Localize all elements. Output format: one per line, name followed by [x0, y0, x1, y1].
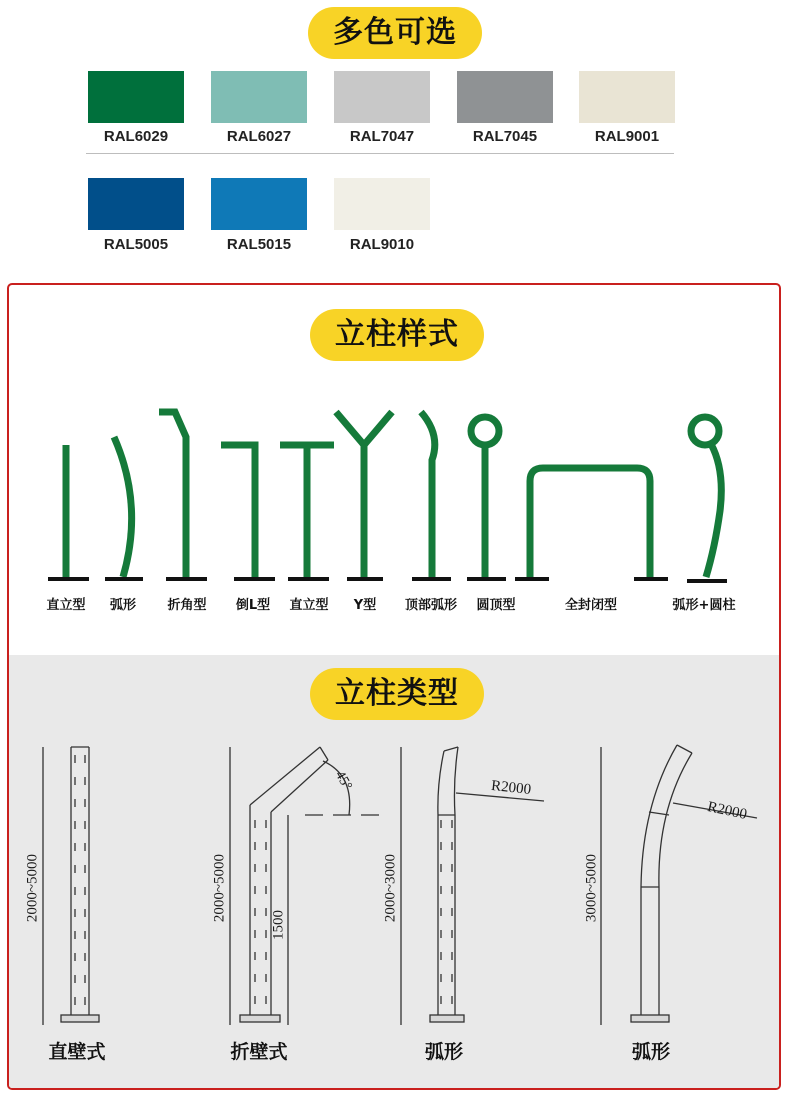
- style-label: Y型: [353, 598, 377, 613]
- swatch-ral5005: [88, 178, 184, 230]
- style-label: 全封闭型: [564, 598, 618, 613]
- swatch-ral6029: [88, 71, 184, 123]
- angle-label: 45°: [331, 768, 355, 793]
- style-label: 直立型: [289, 598, 329, 613]
- swatch-label: RAL7045: [472, 128, 538, 145]
- style-label: 直立型: [46, 598, 86, 613]
- style-label: 倒L型: [235, 598, 271, 613]
- style-label: 弧形+圆柱: [672, 598, 736, 613]
- swatch-label: RAL6027: [226, 128, 292, 145]
- styles-title: 立柱样式: [310, 309, 484, 361]
- swatch-label: RAL6029: [103, 128, 169, 145]
- style-label: 弧形: [109, 598, 137, 613]
- swatch-label: RAL9010: [349, 236, 415, 253]
- swatch-ral9001: [579, 71, 675, 123]
- swatch-ral7045: [457, 71, 553, 123]
- height-range-4: 3000~5000: [583, 853, 600, 923]
- height-range-3: 2000~3000: [382, 853, 399, 923]
- swatch-ral9010: [334, 178, 430, 230]
- swatch-ral5015: [211, 178, 307, 230]
- radius-label-2: R2000: [705, 799, 749, 823]
- type-label: 弧形: [631, 1041, 671, 1063]
- post-types-drawings: [9, 285, 781, 1090]
- swatch-label: RAL5015: [226, 236, 292, 253]
- divider: [86, 153, 674, 154]
- swatch-ral6027: [211, 71, 307, 123]
- style-label: 圆顶型: [476, 598, 516, 613]
- height-range-1: 2000~5000: [24, 853, 41, 923]
- types-title: 立柱类型: [310, 668, 484, 720]
- inner-height: 1500: [270, 910, 287, 940]
- colors-title: 多色可选: [308, 7, 482, 59]
- type-label: 直壁式: [48, 1041, 106, 1063]
- height-range-2: 2000~5000: [211, 853, 228, 923]
- type-label: 弧形: [424, 1041, 464, 1063]
- style-label: 折角型: [167, 598, 207, 613]
- swatch-label: RAL9001: [594, 128, 660, 145]
- style-label: 顶部弧形: [404, 598, 458, 613]
- post-info-panel: [7, 283, 781, 1090]
- swatch-label: RAL5005: [103, 236, 169, 253]
- swatch-ral7047: [334, 71, 430, 123]
- swatch-label: RAL7047: [349, 128, 415, 145]
- radius-label-1: R2000: [490, 777, 532, 799]
- type-label: 折壁式: [230, 1041, 288, 1063]
